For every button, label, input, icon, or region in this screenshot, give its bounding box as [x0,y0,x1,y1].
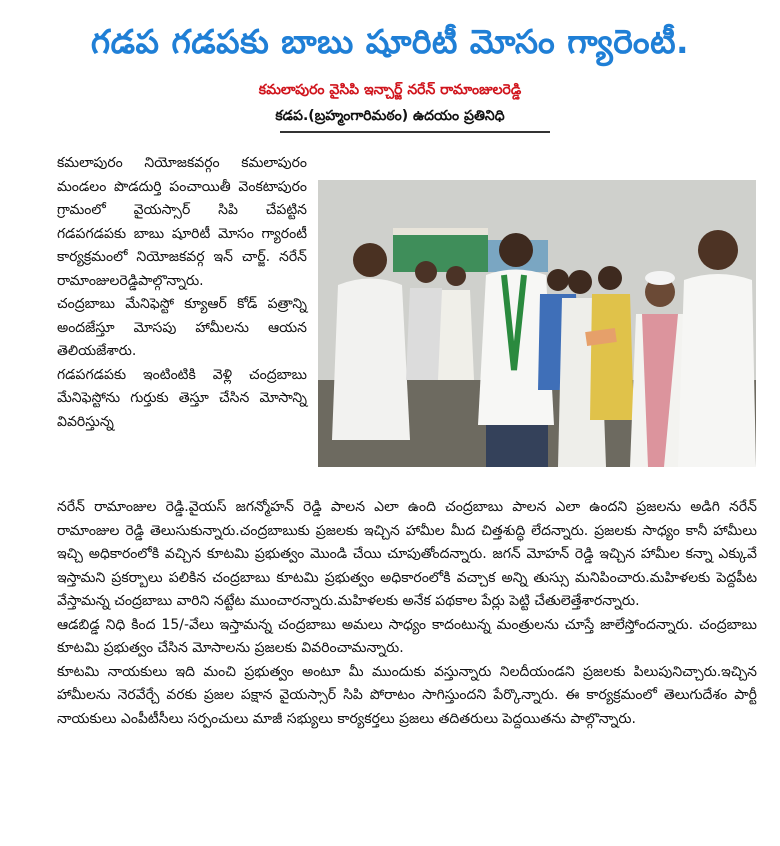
body-paragraph: ఆడబిడ్డ నిధి కింద 15/-వేలు ఇస్తామన్న చంద్రబాబు అమలు సాధ్యం కాదంటున్న మంత్రులను చూస్తే జాలేస్తోందన్నారు. చంద్రబాబు కూటమి ప్రభుత్వం చేసిన మోసాలను ప్రజలకు వివరించామన్నారు. [57,616,757,656]
body-paragraph: నరేన్ రామాంజుల రెడ్డి.వైయస్ జగన్మోహన్ రెడ్డి పాలన ఎలా ఉంది చంద్రబాబు పాలన ఎలా ఉందని ప్రజలను అడిగి నరేన్ రామాంజుల రెడ్డి తెలుసుకున్నారు.చంద్రబాబుకు ప్రజలకు ఇచ్చిన హామీల మీద చిత్తశుద్ధి లేదన్నారు. ప్రజలకు సాధ్యం కానీ హామీలు ఇచ్చి అధికారంలోకి వచ్చిన కూటమి ప్రభుత్వం మొండి చేయి చూపుతోందన్నారు. జగన్ మోహన్ రెడ్డి ఇచ్చిన హామీల కన్నా ఎక్కువే ఇస్తామని ప్రకర్బాలు పలికిన చంద్రబాబు కూటమి ప్రభుత్వం అధికారంలోకి వచ్చాక అన్ని తుస్సు మనిపించారు.మహిళలకు పెద్దపీట వేస్తామన్న చంద్రబాబు వారిని నట్టేట ముంచారన్నారు.మహిళలకు అనేక పథకాల పేర్లు పెట్టి చేతులెత్తేశారన్నారు. [57,499,757,609]
body-paragraph: చంద్రబాబు మేనిఫెస్టో క్యూఆర్ కోడ్ పత్రాన్ని అందజేస్తూ మోసపు హామీలను ఆయన తెలియజేశారు. [57,296,307,359]
headline: గడప గడపకు బాబు షూరిటీ మోసం గ్యారెంటీ. [90,22,690,61]
body-paragraph: కమలాపురం నియోజకవర్గం కమలాపురం మండలం పొడదుర్తి పంచాయితీ వెంకటాపురం గ్రామంలో వైయస్సార్ సిపి చేపట్టిన గడపగడపకు బాబు షూరిటీ మోసం గ్యారంటీ కార్యక్రమంలో నియోజకవర్గ ఇన్ చార్జ్. నరేన్ రామాంజులరెడ్డిపాల్గొన్నారు. [57,155,307,289]
dateline-underline [280,131,550,133]
body-column-wide [57,496,757,731]
body-paragraph: కూటమి నాయకులు ఇది మంచి ప్రభుత్వం అంటూ మీ ముందుకు వస్తున్నారు నిలదీయండని ప్రజలకు పిలుపునిచ్చారు.ఇచ్చిన హామీలను నెరవేర్చే వరకు ప్రజల పక్షాన వైయస్సార్ సిపి పోరాటం సాగిస్తుందని పేర్కొన్నారు. ఈ కార్యక్రమంలో తెలుగుదేశం పార్టీ నాయకులు ఎంపీటీసీలు సర్పంచులు మాజీ సభ్యులు కార్యకర్తలు ప్రజలు తదితరులు పెద్దయితను పాల్గొన్నారు. [57,663,757,727]
news-photo [318,180,756,467]
news-photo-illustration [318,180,756,467]
body-column-narrow [57,152,307,434]
body-paragraph: గడపగడపకు ఇంటింటికి వెళ్లి చంద్రబాబు మేనిఫెస్టోను గుర్తుకు తెస్తూ చేసిన మోసాన్ని వివరిస్తున్న [57,366,307,430]
subheadline: కమలాపురం వైసిపి ఇన్చార్జ్ నరేన్ రామాంజులరెడ్డి [258,82,522,98]
dateline: కడప.(బ్రహ్మంగారిమఠం) ఉదయం ప్రతినిధి [275,108,505,124]
